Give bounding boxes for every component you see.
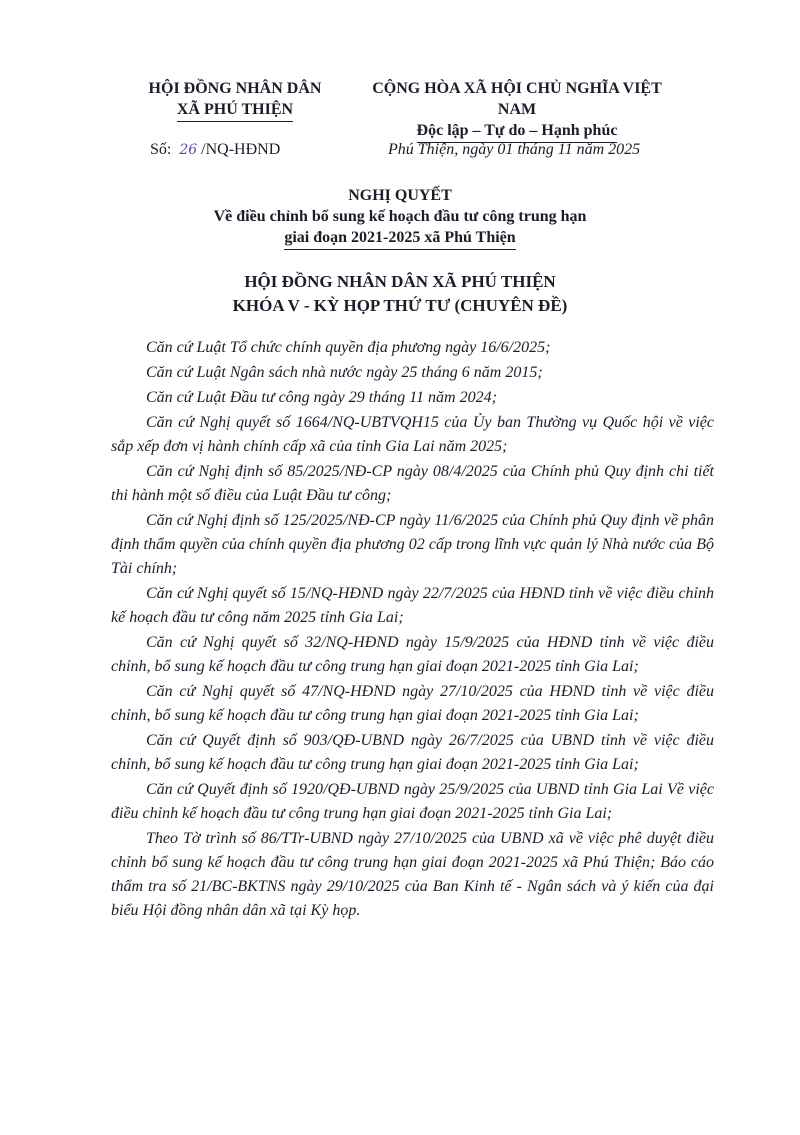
org-name: HỘI ĐỒNG NHÂN DÂN (148, 80, 322, 97)
document-number (150, 141, 280, 159)
national-header (352, 78, 682, 143)
paragraph: Căn cứ Nghị quyết số 15/NQ-HĐND ngày 22/7/2025 của HĐND tỉnh về việc điều chỉnh kế hoạch đầu tư công năm 2025 tỉnh Gia Lai; (111, 585, 714, 626)
document-type: NGHỊ QUYẾT (348, 187, 452, 204)
subject-line-1: Về điều chỉnh bổ sung kế hoạch đầu tư công trung hạn (213, 208, 587, 225)
paragraph: Căn cứ Nghị định số 125/2025/NĐ-CP ngày 11/6/2025 của Chính phủ Quy định về phân định thẩm quyền của chính quyền địa phương 02 cấp trong lĩnh vực quản lý Nhà nước của Bộ Tài chính; (111, 512, 714, 577)
issuer-line-2: KHÓA V - KỲ HỌP THỨ TƯ (CHUYÊN ĐỀ) (232, 296, 568, 315)
place-and-date: Phú Thiện, ngày 01 tháng 11 năm 2025 (388, 141, 641, 158)
paragraph: Căn cứ Luật Đầu tư công ngày 29 tháng 11 năm 2024; (146, 389, 497, 406)
paragraph: Căn cứ Luật Ngân sách nhà nước ngày 25 tháng 6 năm 2015; (146, 364, 543, 381)
org-unit: XÃ PHÚ THIỆN (177, 99, 293, 122)
paragraph: Theo Tờ trình số 86/TTr-UBND ngày 27/10/2025 của UBND xã về việc phê duyệt điều chỉnh bổ sung kế hoạch đầu tư công trung hạn giai đoạn 2021-2025 xã Phú Thiện; Báo cáo thẩm tra số 21/BC-BKTNS ngày 29/10/2025 của Ban Kinh tế - Ngân sách và ý kiến của đại biểu Hội đồng nhân dân xã tại Kỳ họp. (111, 830, 714, 919)
paragraph: Căn cứ Nghị định số 85/2025/NĐ-CP ngày 08/4/2025 của Chính phủ Quy định chi tiết thi hành một số điều của Luật Đầu tư công; (111, 463, 714, 504)
legal-basis (111, 336, 714, 924)
paragraph: Căn cứ Nghị quyết số 47/NQ-HĐND ngày 27/10/2025 của HĐND tỉnh về việc điều chỉnh, bổ sung kế hoạch đầu tư công trung hạn giai đoạn 2021-2025 tỉnh Gia Lai; (111, 683, 714, 724)
paragraph: Căn cứ Quyết định số 1920/QĐ-UBND ngày 25/9/2025 của UBND tỉnh Gia Lai Về việc điều chỉnh kế hoạch đầu tư công trung hạn giai đoạn 2021-2025 tỉnh Gia Lai; (111, 781, 714, 822)
handwritten-number: 26 (179, 142, 198, 158)
number-prefix: Số: (150, 141, 172, 158)
paragraph: Căn cứ Nghị quyết số 1664/NQ-UBTVQH15 của Ủy ban Thường vụ Quốc hội về việc sắp xếp đơn vị hành chính cấp xã của tỉnh Gia Lai năm 2025; (111, 414, 714, 455)
paragraph: Căn cứ Luật Tổ chức chính quyền địa phương ngày 16/6/2025; (146, 339, 551, 356)
issuing-authority (130, 78, 340, 122)
country-name: CỘNG HÒA XÃ HỘI CHỦ NGHĨA VIỆT NAM (372, 80, 662, 118)
number-suffix: /NQ-HĐND (201, 141, 281, 158)
issuer-line-1: HỘI ĐỒNG NHÂN DÂN XÃ PHÚ THIỆN (244, 272, 556, 291)
paragraph: Căn cứ Quyết định số 903/QĐ-UBND ngày 26/7/2025 của UBND tỉnh về việc điều chỉnh, bổ sung kế hoạch đầu tư công trung hạn giai đoạn 2021-2025 tỉnh Gia Lai; (111, 732, 714, 773)
national-motto: Độc lập – Tự do – Hạnh phúc (417, 120, 618, 143)
subject-line-2: giai đoạn 2021-2025 xã Phú Thiện (284, 228, 515, 250)
paragraph: Căn cứ Nghị quyết số 32/NQ-HĐND ngày 15/9/2025 của HĐND tỉnh về việc điều chỉnh, bổ sung kế hoạch đầu tư công trung hạn giai đoạn 2021-2025 tỉnh Gia Lai; (111, 634, 714, 675)
